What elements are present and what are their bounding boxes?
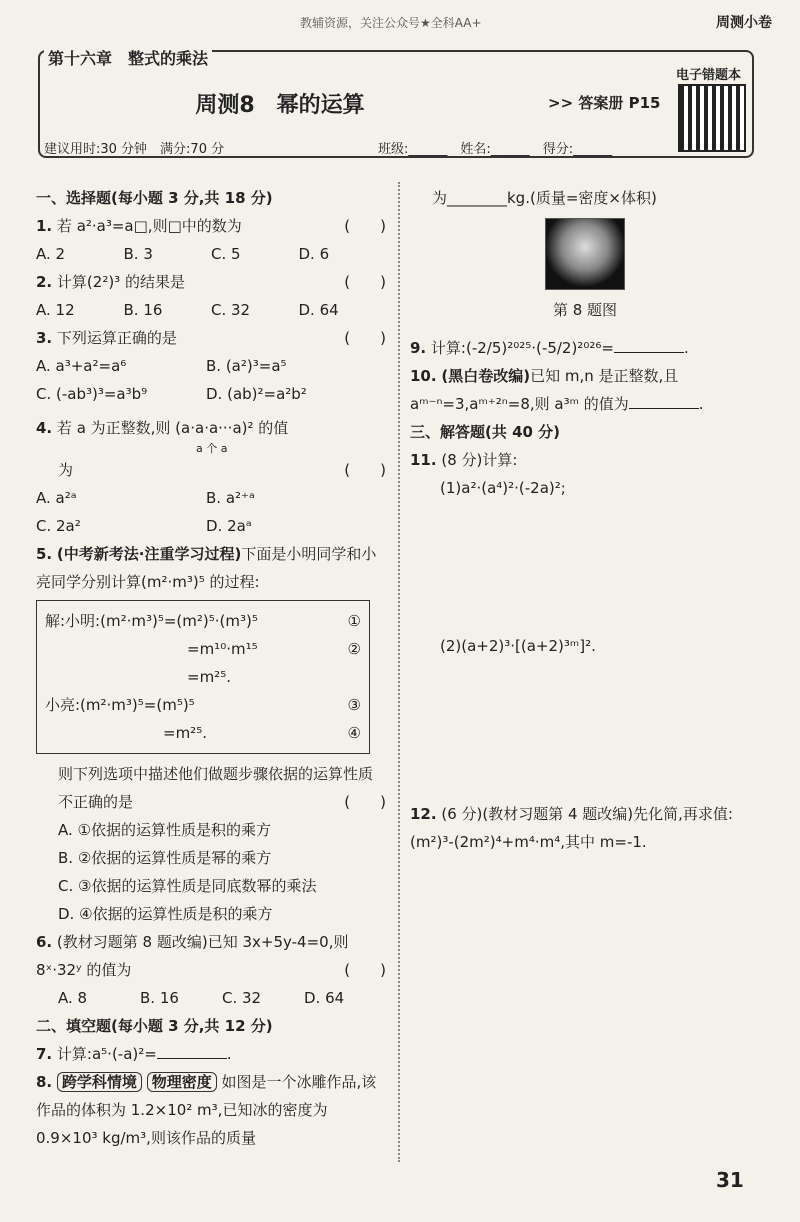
q5-option-c[interactable]: C. ③依据的运算性质是同底数幂的乘法 xyxy=(58,877,317,895)
q5-option-d[interactable]: D. ④依据的运算性质是积的乘方 xyxy=(58,905,273,923)
q6-options: A. 8 B. 16 C. 32 D. 64 xyxy=(58,989,345,1007)
question-12: 12. (6 分)(教材习题第 4 题改编)先化简,再求值:(m²)³-(2m²)⁴+m⁴·m⁴,其中 m=-1. xyxy=(410,805,733,851)
question-2: 2. 计算(2²)³ 的结果是 ( ) xyxy=(36,273,386,291)
figure-caption: 第 8 题图 xyxy=(552,301,618,319)
chapter-title: 第十六章 整式的乘法 xyxy=(44,46,212,69)
q5-option-b[interactable]: B. ②依据的运算性质是幂的乘方 xyxy=(58,849,272,867)
question-10: 10. (黑白卷改编)已知 m,n 是正整数,且 aᵐ⁻ⁿ=3,aᵐ⁺²ⁿ=8,则 a³ᵐ 的值为 . xyxy=(410,367,704,413)
right-column xyxy=(410,184,760,856)
solution-box: 解:小明:(m²·m³)⁵=(m²)⁵·(m³)⁵ ① =m¹⁰·m¹⁵ ② =m²⁵. 小亮:(m²·m³)⁵=(m⁵)⁵ ③ =m²⁵. ④ xyxy=(36,600,370,754)
time-score-info: 建议用时:30 分钟 满分:70 分 xyxy=(44,142,225,157)
question-11: 11. (8 分)计算: xyxy=(410,451,518,469)
question-7: 7. 计算:a⁵·(-a)²= . xyxy=(36,1040,386,1068)
qr-code-icon[interactable] xyxy=(678,84,746,152)
q3-options-cd: C. (-ab³)³=a³b⁹ D. (ab)²=a²b² xyxy=(36,385,307,403)
q11-part-2: (2)(a+2)³·[(a+2)³ᵐ]². xyxy=(440,637,596,655)
q5-option-a[interactable]: A. ①依据的运算性质是积的乘方 xyxy=(58,821,271,839)
q11-part-1: (1)a²·(a⁴)²·(-2a)²; xyxy=(440,479,566,497)
q9-answer-blank[interactable] xyxy=(614,336,684,353)
q11-work-area-1[interactable] xyxy=(410,502,760,632)
q7-answer-blank[interactable] xyxy=(157,1042,227,1059)
question-4: 4. 若 a 为正整数,则 (a·a·a···a)² 的值 a 个 a xyxy=(36,419,289,455)
question-1: 1. 若 a²·a³=a□,则□中的数为 ( ) xyxy=(36,217,386,235)
q1-options: A. 2 B. 3 C. 5 D. 6 xyxy=(36,245,330,263)
page-number: 31 xyxy=(716,1168,744,1192)
top-banner: 教辅资源，关注公众号★全科AA+ xyxy=(300,16,482,30)
q4-options-ab: A. a²ᵃ B. a²⁺ᵃ xyxy=(36,489,255,507)
question-8: 8. 跨学科情境 物理密度 如图是一个冰雕作品,该作品的体积为 1.2×10² m³,已知冰的密度为 0.9×10³ kg/m³,则该作品的质量 xyxy=(36,1073,377,1147)
q2-options: A. 12 B. 16 C. 32 D. 64 xyxy=(36,301,339,319)
question-5-stem: 则下列选项中描述他们做题步骤依据的运算性质不正确的是 ( ) xyxy=(58,765,386,811)
q4-options-cd: C. 2a² D. 2aᵃ xyxy=(36,517,252,535)
left-column xyxy=(36,184,386,1152)
question-5: 5. (中考新考法·注重学习过程)下面是小明同学和小亮同学分别计算(m²·m³)⁵ 的过程: xyxy=(36,545,377,591)
top-right-label: 周测小卷 xyxy=(716,15,772,31)
q3-options-ab: A. a³+a²=a⁶ B. (a²)³=a⁵ xyxy=(36,357,287,375)
question-6: 6. (教材习题第 8 题改编)已知 3x+5y-4=0,则 8ˣ·32ʸ 的值为 ( ) xyxy=(36,933,386,979)
answer-reference: >> 答案册 P15 xyxy=(548,94,661,112)
section-solve: 三、解答题(共 40 分) xyxy=(410,423,561,441)
q10-answer-blank[interactable] xyxy=(629,392,699,409)
section-fill: 二、填空题(每小题 3 分,共 12 分) xyxy=(36,1017,273,1035)
question-4-cont: 为 ( ) xyxy=(58,461,386,479)
q11-work-area-2[interactable] xyxy=(410,660,760,800)
question-9: 9. 计算:(-2/5)²⁰²⁵·(-5/2)²⁰²⁶= . xyxy=(410,334,760,362)
student-info-fields: 班级:______ 姓名:______ 得分:______ xyxy=(378,142,613,157)
page-title: 周测8 幂的运算 xyxy=(195,93,365,118)
column-divider xyxy=(398,182,400,1162)
question-3: 3. 下列运算正确的是 ( ) xyxy=(36,329,386,347)
ice-sculpture-image xyxy=(545,218,625,290)
wrongbook-label: 电子错题本 xyxy=(676,68,742,83)
q8-continuation: 为________kg.(质量=密度×体积) xyxy=(432,189,657,207)
section-choice: 一、选择题(每小题 3 分,共 18 分) xyxy=(36,189,273,207)
